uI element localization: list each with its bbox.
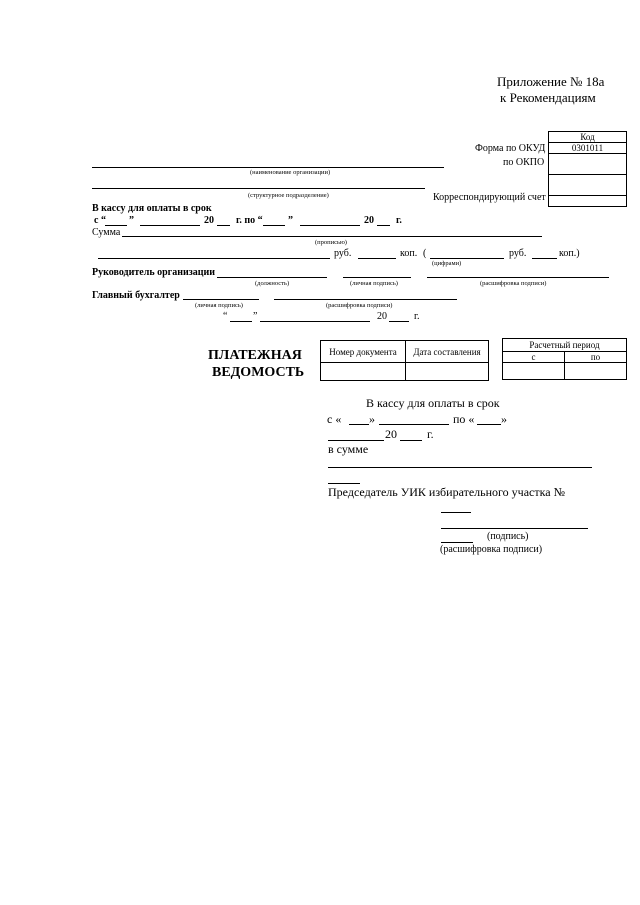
lower-from-open: с « bbox=[327, 412, 342, 426]
head-org-signature-line bbox=[343, 277, 411, 278]
form-title-line1: ПЛАТЕЖНАЯ bbox=[208, 348, 302, 363]
sum-kop-line bbox=[358, 258, 396, 259]
lower-signature-line bbox=[441, 542, 473, 543]
accountant-date-quote-close: ” bbox=[253, 311, 258, 322]
head-org-decode-line bbox=[427, 277, 609, 278]
doc-date-header: Дата составления bbox=[406, 341, 489, 363]
sum-figures-line bbox=[430, 258, 504, 259]
accountant-date-day-line bbox=[230, 321, 252, 322]
period-from-cell bbox=[503, 363, 565, 380]
pay-term-year-to: г. по “ bbox=[236, 215, 263, 226]
lower-year-20: 20 bbox=[385, 427, 397, 441]
sum-paren-open: ( bbox=[423, 248, 427, 259]
lower-precinct-number-line bbox=[441, 512, 471, 513]
pay-term-from-prefix: с “ bbox=[94, 215, 106, 226]
lower-decode-caption: (расшифровка подписи) bbox=[440, 544, 543, 555]
period-to-cell bbox=[565, 363, 627, 380]
sum-words-line-2 bbox=[98, 258, 330, 259]
corr-account-label: Корреспондирующий счет bbox=[433, 192, 546, 203]
doc-number-cell bbox=[321, 363, 406, 381]
sum-kop-close: коп.) bbox=[559, 248, 580, 259]
pay-term-from-month bbox=[140, 225, 200, 226]
head-org-position-caption: (должность) bbox=[255, 280, 290, 287]
structural-unit-caption: (структурное подразделение) bbox=[248, 192, 329, 199]
org-name-line bbox=[92, 167, 444, 168]
pay-term-year-20-2: 20 bbox=[364, 215, 374, 226]
lower-signature-caption: (подпись) bbox=[487, 531, 529, 542]
period-header: Расчетный период bbox=[503, 339, 627, 352]
accountant-date-month-line bbox=[260, 321, 370, 322]
lower-from-month-line bbox=[379, 424, 449, 425]
accountant-date-year-g: г. bbox=[414, 311, 420, 322]
chief-accountant-decode-caption: (расшифровка подписи) bbox=[326, 302, 393, 309]
accountant-date-year-line bbox=[389, 321, 409, 322]
chief-accountant-label: Главный бухгалтер bbox=[92, 290, 180, 301]
chief-accountant-decode-line bbox=[274, 299, 457, 300]
chief-accountant-signature-caption: (личная подпись) bbox=[195, 302, 243, 309]
lower-from-close: » bbox=[369, 412, 375, 426]
lower-year-g: г. bbox=[427, 427, 434, 441]
kod-header: Код bbox=[549, 132, 627, 143]
lower-to-day-line bbox=[477, 424, 501, 425]
okpo-label: по ОКПО bbox=[503, 157, 545, 168]
sum-rub-label: руб. bbox=[334, 248, 352, 259]
lower-sum-short-line bbox=[328, 483, 360, 484]
sum-words-caption: (прописью) bbox=[315, 239, 347, 246]
lower-month-line bbox=[328, 440, 384, 441]
lower-to-open: по « bbox=[453, 412, 475, 426]
pay-term-to-year bbox=[377, 225, 390, 226]
codes-table bbox=[548, 131, 627, 207]
lower-to-close: » bbox=[501, 412, 507, 426]
pay-term-to-day bbox=[263, 225, 285, 226]
period-from-header: с bbox=[503, 352, 565, 363]
structure-code-cell bbox=[549, 175, 627, 196]
lower-sum-line bbox=[328, 467, 592, 468]
sum-rub2-label: руб. bbox=[509, 248, 527, 259]
sum-label: Сумма bbox=[92, 227, 121, 238]
document-table bbox=[320, 340, 489, 381]
lower-year-line bbox=[400, 440, 422, 441]
accountant-date-quote-open: “ bbox=[223, 311, 228, 322]
lower-decode-line bbox=[441, 528, 588, 529]
pay-term-to-month bbox=[300, 225, 360, 226]
pay-term-from-year bbox=[217, 225, 230, 226]
sum-kop-label: коп. bbox=[400, 248, 418, 259]
head-org-position-line bbox=[217, 277, 327, 278]
lower-in-sum-label: в сумме bbox=[328, 442, 369, 456]
sum-words-line bbox=[122, 236, 542, 237]
sum-figures-caption: (цифрами) bbox=[432, 260, 462, 267]
org-name-caption: (наименование организации) bbox=[250, 169, 331, 176]
lower-from-day-line bbox=[349, 424, 369, 425]
doc-number-header: Номер документа bbox=[321, 341, 406, 363]
pay-term-from-day bbox=[105, 225, 127, 226]
period-table bbox=[502, 338, 627, 380]
lower-pay-term-label: В кассу для оплаты в срок bbox=[366, 396, 500, 410]
form-title-line2: ВЕДОМОСТЬ bbox=[212, 365, 305, 380]
head-org-signature-caption: (личная подпись) bbox=[350, 280, 398, 287]
pay-term-label: В кассу для оплаты в срок bbox=[92, 203, 212, 214]
pay-term-year-end: г. bbox=[396, 215, 402, 226]
okpo-code-cell bbox=[549, 154, 627, 175]
accountant-date-year-20: 20 bbox=[377, 311, 387, 322]
pay-term-quote-close: ” bbox=[129, 215, 134, 226]
appendix-number: Приложение № 18а bbox=[497, 74, 605, 89]
chief-accountant-signature-line bbox=[183, 299, 259, 300]
pay-term-year-20: 20 bbox=[204, 215, 214, 226]
doc-date-cell bbox=[406, 363, 489, 381]
period-to-header: по bbox=[565, 352, 627, 363]
structural-unit-line bbox=[92, 188, 425, 189]
pay-term-quote-close-2: ” bbox=[288, 215, 293, 226]
head-org-decode-caption: (расшифровка подписи) bbox=[480, 280, 547, 287]
lower-chairman-label: Председатель УИК избирательного участка № bbox=[328, 485, 566, 499]
okud-code: 0301011 bbox=[549, 143, 627, 154]
corr-account-cell bbox=[549, 196, 627, 207]
recommendations-ref: к Рекомендациям bbox=[500, 90, 596, 105]
sum-kop2-line bbox=[532, 258, 557, 259]
okud-label: Форма по ОКУД bbox=[475, 143, 546, 154]
head-org-label: Руководитель организации bbox=[92, 267, 216, 278]
